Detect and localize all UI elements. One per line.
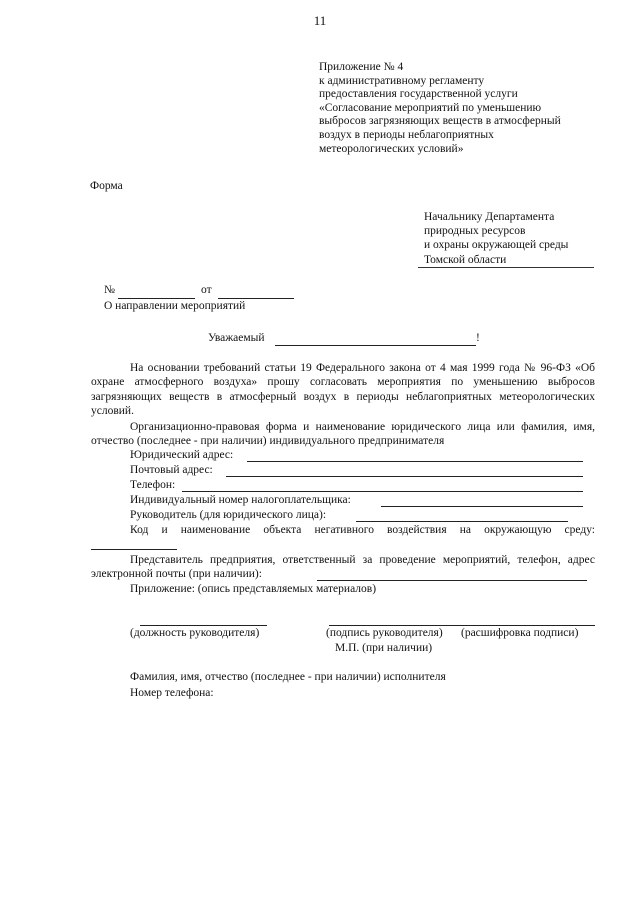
phone-field[interactable]: [182, 491, 583, 492]
addressee-line: Начальнику Департамента: [424, 211, 555, 223]
addressee-block: [424, 210, 568, 267]
salutation-text: Уважаемый: [208, 332, 265, 344]
inn-field[interactable]: [381, 506, 583, 507]
page-number: 11: [313, 13, 327, 28]
appendix-line: выбросов загрязняющих веществ в атмосферный: [319, 115, 561, 128]
paragraph-request: На основании требований статьи 19 Федерального закона от 4 мая 1999 года № 96-ФЗ «Об охране атмосферного воздуха» прошу согласовать мероприятия по уменьшению выбросов загрязняющих веществ в атмосферный воздух в периоды неблагоприятных метеорологических условий.: [91, 362, 595, 417]
phone-label: Телефон:: [130, 479, 176, 491]
appendix-line: Приложение № 4: [319, 61, 404, 73]
position-field[interactable]: [140, 625, 267, 626]
inn-label: Индивидуальный номер налогоплательщика:: [130, 494, 351, 506]
paragraph-org-form: Организационно-правовая форма и наименование юридического лица или фамилия, имя, отчество (последнее - при наличии) индивидуального предпринимателя: [91, 421, 595, 448]
stamp-label: М.П. (при наличии): [335, 642, 433, 654]
attachment-label: Приложение: (опись представляемых материалов): [130, 583, 377, 595]
head-label: Руководитель (для юридического лица):: [130, 509, 327, 521]
number-field[interactable]: [118, 298, 195, 299]
appendix-line: предоставления государственной услуги: [319, 88, 518, 101]
legal-address-field[interactable]: [247, 461, 583, 462]
postal-address-label: Почтовый адрес:: [130, 464, 213, 476]
appendix-line: «Согласование мероприятий по уменьшению: [319, 101, 542, 114]
addressee-line: Томской области: [424, 253, 507, 266]
salutation-name-field[interactable]: [275, 345, 476, 346]
object-code-label: Код и наименование объекта негативного воздействия на окружающую среду:: [130, 524, 595, 536]
salutation-end: !: [476, 332, 480, 344]
date-label: от: [201, 284, 212, 296]
appendix-line: метеорологических условий»: [319, 142, 464, 155]
representative-field[interactable]: [317, 580, 587, 581]
executor-phone-label: Номер телефона:: [130, 687, 214, 699]
appendix-line: к административному регламенту: [319, 74, 485, 87]
postal-address-field[interactable]: [226, 476, 583, 477]
position-caption: (должность руководителя): [130, 627, 260, 639]
representative-label: Представитель предприятия, ответственный за проведение мероприятий, телефон, адрес электронной почты (при наличии):: [91, 554, 595, 581]
form-label: Форма: [90, 180, 123, 192]
date-field[interactable]: [218, 298, 294, 299]
appendix-header: [319, 61, 609, 156]
executor-name-label: Фамилия, имя, отчество (последнее - при наличии) исполнителя: [130, 671, 446, 683]
appendix-line: воздух в периоды неблагоприятных: [319, 128, 494, 141]
legal-address-label: Юридический адрес:: [130, 449, 234, 461]
signature-caption: (подпись руководителя): [326, 627, 443, 639]
addressee-line: природных ресурсов: [424, 225, 526, 238]
transcript-caption: (расшифровка подписи): [461, 627, 579, 639]
signature-field[interactable]: [329, 625, 595, 626]
object-code-field[interactable]: [91, 549, 177, 550]
addressee-underline: [418, 267, 594, 268]
head-field[interactable]: [356, 521, 568, 522]
letter-subject: О направлении мероприятий: [104, 300, 246, 312]
addressee-line: и охраны окружающей среды: [424, 239, 569, 252]
number-label: №: [104, 284, 115, 296]
